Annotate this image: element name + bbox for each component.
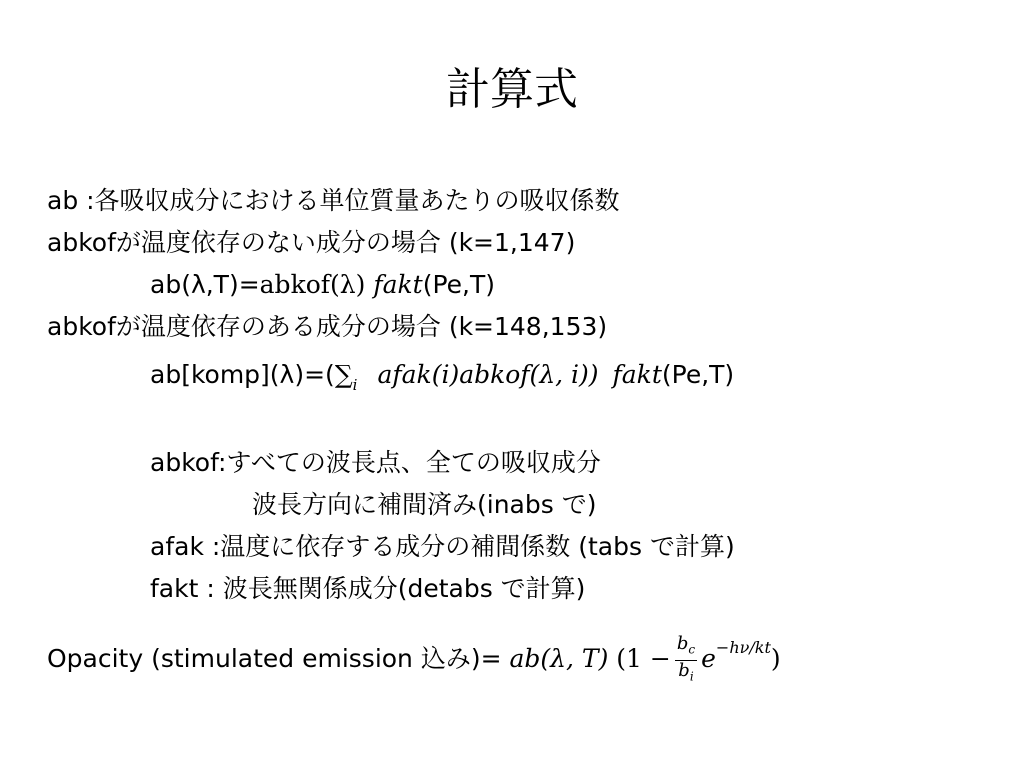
- opacity-e: e: [701, 644, 716, 673]
- fraction-numerator: $b_c$: [675, 634, 697, 661]
- line-ab-formula: [150, 268, 495, 302]
- formula-suffix: (Pe,T): [422, 270, 495, 299]
- line-abkof-desc: abkof:すべての波長点、全ての吸収成分: [150, 448, 601, 477]
- opacity-ab: ab(λ, T): [509, 644, 609, 673]
- line-ab-definition: ab :各吸収成分における単位質量あたりの吸収係数: [47, 186, 620, 215]
- sum-symbol: ∑: [334, 360, 353, 389]
- line-abkof-desc2: 波長方向に補間済み(inabs で): [252, 490, 597, 519]
- fraction-denominator: $b_i$: [678, 659, 694, 684]
- formula-abkof: abkof(λ): [259, 270, 374, 299]
- opacity-prefix: Opacity (stimulated emission 込み)=: [47, 644, 510, 673]
- line-abkof-temp: abkofが温度依存のある成分の場合 (k=148,153): [47, 312, 608, 341]
- opacity-close: ): [770, 644, 781, 673]
- formula-prefix: ab(λ,T)=: [150, 270, 260, 299]
- opacity-open: (1 −: [616, 644, 671, 673]
- formula2-math: afak(i)abkof(λ, i)): [377, 360, 607, 389]
- line-abkof-no-temp: abkofが温度依存のない成分の場合 (k=1,147): [47, 228, 576, 257]
- line-abkomp-formula: [150, 358, 734, 402]
- line-fakt-desc: fakt : 波長無関係成分(detabs で計算): [150, 574, 586, 603]
- formula2-fakt: fakt: [612, 360, 662, 389]
- formula2-prefix: ab[komp](λ)=(: [150, 360, 335, 389]
- formula-fakt: fakt: [373, 270, 423, 299]
- line-afak-desc: afak :温度に依存する成分の補間係数 (tabs で計算): [150, 532, 735, 561]
- formula2-suffix: (Pe,T): [661, 360, 735, 389]
- opacity-exponent: −hν/kt: [715, 638, 771, 657]
- line-opacity-formula: [47, 626, 781, 686]
- sum-subscript: i: [352, 376, 358, 394]
- opacity-fraction: [675, 634, 697, 686]
- slide-title: 計算式: [446, 64, 578, 115]
